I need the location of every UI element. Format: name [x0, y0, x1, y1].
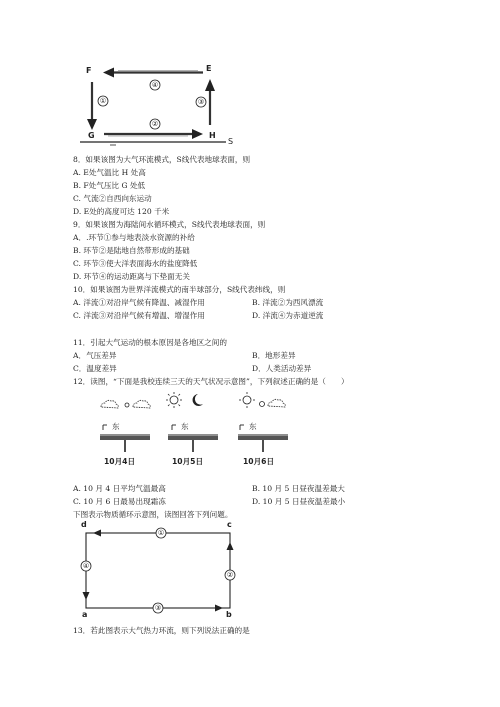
date-label-2: 10月5日 — [172, 457, 204, 466]
q9-option-a: A．.环节①参与地表淡水资源的补给 — [73, 233, 195, 242]
circled-number-label: ② — [151, 120, 159, 128]
circled-number-label: ② — [226, 571, 234, 579]
q11-option-c: C．温度差异 — [73, 364, 117, 373]
circled-number-label: ③ — [197, 98, 205, 106]
q11-option-b: B．地形差异 — [252, 351, 296, 360]
corner-label-g: G — [88, 131, 95, 140]
wind-label-3: 东 — [249, 422, 257, 431]
q11-option-d: D．人类活动差异 — [252, 364, 312, 373]
arrow-bottom-right-icon — [215, 605, 223, 612]
q9-option-c: C. 环节③使大洋表面海水的盐度降低 — [73, 259, 198, 268]
arrow-right-up-icon — [227, 542, 234, 550]
q10-option-a: A. 洋流①对沿岸气候有降温、减湿作用 — [73, 298, 205, 307]
wind-label-1: 东 — [112, 422, 120, 431]
q11-stem: 11．引起大气运动的根本原因是各地区之间的 — [73, 338, 227, 347]
q10-stem: 10．如果该图为世界洋流模式的南半球部分，S线代表纬线，则 — [73, 285, 286, 294]
q8-option-a: A. E处气温比 H 处高 — [73, 168, 146, 177]
surface-label-s: S — [228, 137, 234, 146]
corner-label-e: E — [206, 64, 212, 73]
q10-option-c: C. 洋流③对沿岸气候有增温、增湿作用 — [73, 311, 205, 320]
circled-number-label: ④ — [82, 562, 90, 570]
q9-stem: 9．如果该图为海陆间水循环模式，S线代表地球表面，则 — [73, 220, 266, 229]
date-label-3: 10月6日 — [243, 457, 275, 466]
circled-number-label: ④ — [151, 81, 159, 89]
q8-stem: 8．如果该图为大气环流模式，S线代表地球表面，则 — [73, 155, 251, 164]
corner-label-d: d — [81, 520, 87, 529]
q11-option-a: A．气压差异 — [73, 351, 117, 360]
wind-label-2: 东 — [181, 422, 189, 431]
q8-option-b: B. F处气压比 G 处低 — [73, 181, 146, 190]
q9-option-d: D. 环节④的运动距离与下垫面无关 — [73, 272, 190, 281]
q12-option-d: D. 10 月 5 日昼夜温差最小 — [252, 497, 346, 506]
q12-option-c: C. 10 月 6 日最易出现霜冻 — [73, 497, 166, 506]
q8-option-d: D. E处的高度可达 120 千米 — [73, 207, 170, 216]
circled-number-label: ① — [99, 97, 107, 105]
corner-label-h: H — [209, 131, 216, 140]
date-label-1: 10月4日 — [104, 457, 136, 466]
arrow-left-down-icon — [83, 592, 90, 600]
corner-label-f: F — [86, 66, 92, 75]
q12-option-b: B. 10 月 5 日昼夜温差最大 — [252, 484, 345, 493]
arrow-top-left-icon — [93, 530, 101, 537]
q8-option-c: C. 气流②自西向东运动 — [73, 194, 152, 203]
q10-option-b: B. 洋流②为西风漂流 — [252, 298, 324, 307]
circled-number-label: ① — [157, 529, 165, 537]
q9-option-b: B. 环节②是陆地自然带形成的基础 — [73, 246, 190, 255]
q13-stem: 13．若此图表示大气热力环流，则下列说法正确的是 — [73, 626, 250, 635]
q12-option-a: A. 10 月 4 日平均气温最高 — [73, 484, 166, 493]
corner-label-a: a — [82, 610, 88, 619]
q12-stem: 12．读图，“下面是我校连续三天的天气状况示意图”，下列叙述正确的是（ ） — [73, 377, 349, 386]
q10-option-d: D. 洋流④为赤道逆流 — [252, 311, 324, 320]
intro-text: 下图表示物质循环示意图，读图回答下列问题。 — [73, 510, 233, 519]
corner-label-b: b — [226, 610, 232, 619]
circled-number-label: ③ — [154, 604, 162, 612]
corner-label-c: c — [227, 520, 232, 529]
